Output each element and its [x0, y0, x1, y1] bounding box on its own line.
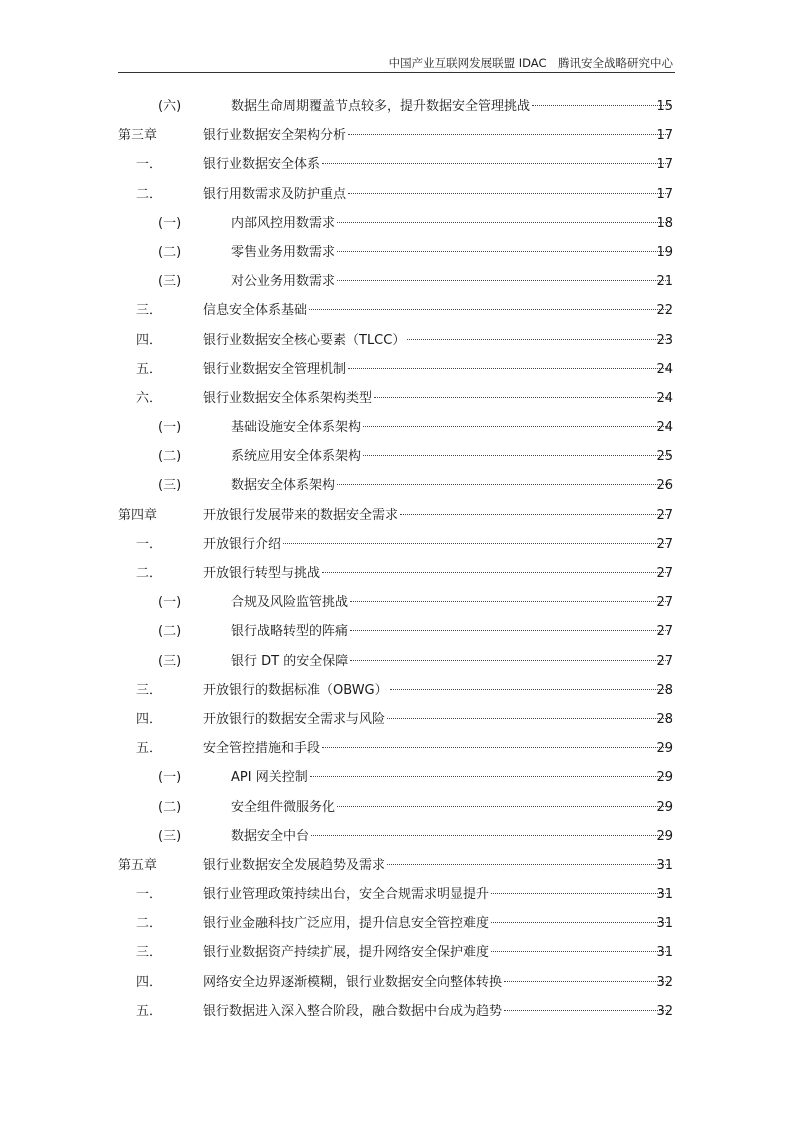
- toc-entry-page-number: 31: [656, 945, 673, 961]
- dot-leader: [337, 806, 670, 807]
- toc-entry-title: 银行 DT 的安全保障: [231, 653, 349, 669]
- dot-leader: [407, 339, 670, 340]
- toc-entry-page-number: 31: [656, 916, 673, 932]
- toc-entry-title: 安全管控措施和手段: [203, 741, 321, 757]
- toc-entry-title: API 网关控制: [231, 770, 308, 786]
- toc-entry-number: 三．: [136, 945, 163, 961]
- toc-entry-page-number: 29: [656, 799, 673, 815]
- dot-leader: [348, 134, 670, 135]
- toc-entry-page-number: 28: [656, 711, 673, 727]
- dot-leader: [322, 572, 670, 573]
- toc-entry-number: (一): [158, 770, 182, 786]
- toc-entry[interactable]: [0, 793, 793, 822]
- toc-entry[interactable]: [0, 530, 793, 559]
- toc-entry-number: 第五章: [118, 857, 158, 873]
- toc-entry[interactable]: [0, 705, 793, 734]
- dot-leader: [491, 893, 670, 894]
- toc-entry-number: 五．: [136, 741, 163, 757]
- toc-entry-title: 银行业管理政策持续出台，安全合规需求明显提升: [203, 887, 490, 903]
- toc-entry-title-line: [231, 238, 671, 267]
- toc-entry[interactable]: [0, 997, 793, 1026]
- toc-entry-page-number: 17: [656, 186, 673, 202]
- toc-entry-title-line: [203, 938, 671, 967]
- toc-entry[interactable]: [0, 938, 793, 967]
- toc-entry-title: 银行业数据安全核心要素（TLCC）: [203, 332, 406, 348]
- dot-leader: [350, 601, 670, 602]
- dot-leader: [310, 776, 670, 777]
- dot-leader: [491, 922, 670, 923]
- toc-entry-title-line: [203, 296, 671, 325]
- toc-entry-number: (二): [158, 799, 182, 815]
- toc-entry-page-number: 27: [656, 566, 673, 581]
- toc-entry[interactable]: [0, 413, 793, 442]
- toc-entry-number: 五．: [136, 1003, 163, 1019]
- dot-leader: [504, 1010, 670, 1011]
- toc-entry-number: 二．: [136, 186, 163, 202]
- toc-entry-page-number: 26: [656, 478, 673, 494]
- toc-entry-title: 合规及风险监管挑战: [231, 595, 349, 611]
- toc-entry-number: (一): [158, 595, 182, 611]
- toc-entry-page-number: 31: [656, 857, 673, 873]
- toc-entry-title-line: [203, 997, 671, 1026]
- toc-entry-page-number: 18: [656, 215, 673, 231]
- dot-leader: [337, 484, 670, 485]
- toc-entry[interactable]: [0, 471, 793, 500]
- toc-entry-number: (二): [158, 449, 182, 465]
- dot-leader: [311, 835, 670, 836]
- toc-entry-title-line: [203, 880, 671, 909]
- toc-entry-page-number: 24: [656, 420, 673, 436]
- toc-entry-number: 第三章: [118, 128, 158, 144]
- dot-leader: [337, 222, 670, 223]
- toc-entry-title: 开放银行发展带来的数据安全需求: [203, 507, 399, 523]
- dot-leader: [348, 193, 670, 194]
- dot-leader: [387, 864, 670, 865]
- toc-entry-title-line: [231, 588, 671, 617]
- toc-entry-number: 二．: [136, 916, 163, 932]
- table-of-contents: [0, 92, 793, 1026]
- dot-leader: [350, 630, 670, 631]
- dot-leader: [374, 397, 670, 398]
- toc-entry-title-line: [203, 734, 671, 763]
- toc-entry-title: 信息安全体系基础: [203, 303, 308, 319]
- toc-entry-page-number: 21: [656, 274, 673, 290]
- toc-entry-title-line: [203, 968, 671, 997]
- toc-entry-title-line: [203, 355, 671, 384]
- dot-leader: [363, 455, 670, 456]
- toc-entry-page-number: 19: [656, 244, 673, 260]
- toc-entry-number: 一．: [136, 157, 163, 173]
- toc-entry-number: (一): [158, 215, 182, 231]
- toc-entry[interactable]: [0, 968, 793, 997]
- toc-entry-page-number: 27: [656, 624, 673, 640]
- toc-entry-page-number: 27: [656, 507, 673, 523]
- dot-leader: [348, 368, 670, 369]
- toc-entry-title: 开放银行介绍: [203, 536, 282, 552]
- toc-entry-page-number: 28: [656, 682, 673, 698]
- toc-entry-page-number: 17: [656, 128, 673, 144]
- toc-entry-title: 基础设施安全体系架构: [231, 420, 362, 436]
- page-header: 中国产业互联网发展联盟 IDAC 腾讯安全战略研究中心: [388, 56, 673, 70]
- toc-entry-title-line: [231, 92, 671, 121]
- dot-leader: [283, 543, 670, 544]
- toc-entry-number: 三．: [136, 682, 163, 698]
- toc-entry-title: 银行数据进入深入整合阶段，融合数据中台成为趋势: [203, 1003, 503, 1019]
- dot-leader: [363, 426, 670, 427]
- toc-entry-title-line: [203, 326, 671, 355]
- toc-entry-title: 网络安全边界逐渐模糊，银行业数据安全向整体转换: [203, 974, 503, 990]
- toc-entry-title: 数据安全体系架构: [231, 478, 336, 494]
- toc-entry-page-number: 29: [656, 828, 673, 844]
- toc-entry-title-line: [203, 676, 671, 705]
- toc-entry-title-line: [203, 501, 671, 530]
- toc-entry[interactable]: [0, 296, 793, 325]
- toc-entry-title: 数据生命周期覆盖节点较多，提升数据安全管理挑战: [231, 99, 531, 114]
- toc-entry[interactable]: [0, 121, 793, 150]
- toc-entry-page-number: 24: [656, 361, 673, 377]
- dot-leader: [400, 514, 670, 515]
- toc-entry-page-number: 27: [656, 653, 673, 669]
- toc-entry-title: 银行业数据安全架构分析: [203, 128, 347, 144]
- toc-entry-title-line: [203, 530, 671, 559]
- toc-entry-number: 三．: [136, 303, 163, 319]
- dot-leader: [390, 689, 670, 690]
- dot-leader: [309, 309, 670, 310]
- toc-entry[interactable]: [0, 617, 793, 646]
- toc-entry-title: 银行用数需求及防护重点: [203, 186, 347, 202]
- toc-entry-title-line: [231, 793, 671, 822]
- toc-entry[interactable]: [0, 326, 793, 355]
- toc-entry-title-line: [203, 559, 671, 588]
- toc-entry-number: (三): [158, 274, 182, 290]
- toc-entry-title-line: [203, 121, 671, 150]
- toc-entry-title-line: [231, 763, 671, 792]
- toc-entry[interactable]: [0, 676, 793, 705]
- toc-entry-page-number: 27: [656, 595, 673, 611]
- toc-entry-title-line: [231, 471, 671, 500]
- toc-entry[interactable]: [0, 909, 793, 938]
- toc-entry-page-number: 23: [656, 332, 673, 348]
- toc-entry-page-number: 32: [656, 1003, 673, 1019]
- dot-leader: [387, 718, 670, 719]
- toc-entry-title: 安全组件微服务化: [231, 799, 336, 815]
- toc-entry-title-line: [231, 413, 671, 442]
- toc-entry-title: 开放银行的数据安全需求与风险: [203, 711, 386, 727]
- toc-entry-title-line: [203, 384, 671, 413]
- toc-entry-number: (三): [158, 653, 182, 669]
- toc-entry-title-line: [231, 647, 671, 676]
- toc-entry[interactable]: [0, 180, 793, 209]
- toc-entry-page-number: 27: [656, 536, 673, 552]
- toc-entry-number: (二): [158, 244, 182, 260]
- toc-entry-title-line: [231, 617, 671, 646]
- toc-entry-title: 银行业数据安全体系: [203, 157, 321, 173]
- toc-entry-title-line: [203, 851, 671, 880]
- dot-leader: [337, 251, 670, 252]
- toc-entry-page-number: 25: [656, 449, 673, 465]
- toc-entry-title-line: [203, 150, 671, 179]
- toc-entry-page-number: 31: [656, 887, 673, 903]
- toc-entry-page-number: 22: [656, 303, 673, 319]
- toc-entry-title-line: [203, 180, 671, 209]
- toc-entry[interactable]: [0, 822, 793, 851]
- toc-entry[interactable]: [0, 384, 793, 413]
- toc-entry[interactable]: [0, 209, 793, 238]
- toc-entry-title-line: [231, 822, 671, 851]
- toc-entry[interactable]: [0, 734, 793, 763]
- toc-entry[interactable]: [0, 442, 793, 471]
- toc-entry-number: 四．: [136, 974, 163, 990]
- header-divider: [118, 72, 675, 73]
- toc-entry-title: 银行战略转型的阵痛: [231, 624, 349, 640]
- dot-leader: [350, 660, 670, 661]
- toc-entry[interactable]: [0, 355, 793, 384]
- toc-entry-number: 四．: [136, 332, 163, 348]
- toc-entry-page-number: 17: [656, 157, 673, 173]
- toc-entry[interactable]: [0, 647, 793, 676]
- toc-entry-title-line: [203, 705, 671, 734]
- toc-entry-number: 五．: [136, 361, 163, 377]
- toc-entry-title: 银行业数据安全管理机制: [203, 361, 347, 377]
- toc-entry-title-line: [231, 209, 671, 238]
- toc-entry-number: (三): [158, 828, 182, 844]
- toc-entry[interactable]: [0, 588, 793, 617]
- toc-entry-number: 第四章: [118, 507, 158, 523]
- toc-entry-number: (二): [158, 624, 182, 640]
- dot-leader: [491, 951, 670, 952]
- dot-leader: [322, 163, 670, 164]
- toc-entry-title: 数据安全中台: [231, 828, 310, 844]
- toc-entry-page-number: 15: [656, 99, 673, 114]
- toc-entry-number: 六．: [136, 390, 163, 406]
- toc-entry-title-line: [231, 442, 671, 471]
- toc-entry[interactable]: [0, 763, 793, 792]
- toc-entry-number: 四．: [136, 711, 163, 727]
- toc-entry[interactable]: [0, 150, 793, 179]
- toc-entry[interactable]: [0, 880, 793, 909]
- toc-entry-title: 银行业数据资产持续扩展，提升网络安全保护难度: [203, 945, 490, 961]
- toc-entry-page-number: 29: [656, 741, 673, 757]
- toc-entry-number: 一．: [136, 887, 163, 903]
- toc-entry[interactable]: [0, 559, 793, 588]
- toc-entry-title: 银行业金融科技广泛应用，提升信息安全管控难度: [203, 916, 490, 932]
- toc-entry-title-line: [231, 267, 671, 296]
- toc-entry[interactable]: [0, 238, 793, 267]
- toc-entry-title: 对公业务用数需求: [231, 274, 336, 290]
- toc-entry-number: (六): [158, 99, 182, 114]
- toc-entry-number: (三): [158, 478, 182, 494]
- toc-entry-page-number: 24: [656, 390, 673, 406]
- toc-entry-title: 内部风控用数需求: [231, 215, 336, 231]
- toc-entry[interactable]: [0, 267, 793, 296]
- toc-entry-title: 银行业数据安全体系架构类型: [203, 390, 373, 406]
- toc-entry[interactable]: [0, 501, 793, 530]
- toc-entry-number: 二．: [136, 566, 163, 581]
- toc-entry[interactable]: [0, 851, 793, 880]
- toc-entry-number: 一．: [136, 536, 163, 552]
- dot-leader: [322, 747, 670, 748]
- toc-entry-title: 系统应用安全体系架构: [231, 449, 362, 465]
- toc-entry-title: 开放银行转型与挑战: [203, 566, 321, 581]
- toc-entry-title: 零售业务用数需求: [231, 244, 336, 260]
- dot-leader: [504, 981, 670, 982]
- dot-leader: [532, 105, 670, 106]
- toc-entry-page-number: 32: [656, 974, 673, 990]
- toc-entry-number: (一): [158, 420, 182, 436]
- toc-entry-title: 开放银行的数据标准（OBWG）: [203, 682, 388, 698]
- toc-entry-title: 银行业数据安全发展趋势及需求: [203, 857, 386, 873]
- toc-entry-page-number: 29: [656, 770, 673, 786]
- toc-entry-title-line: [203, 909, 671, 938]
- dot-leader: [337, 280, 670, 281]
- toc-entry[interactable]: [0, 92, 793, 121]
